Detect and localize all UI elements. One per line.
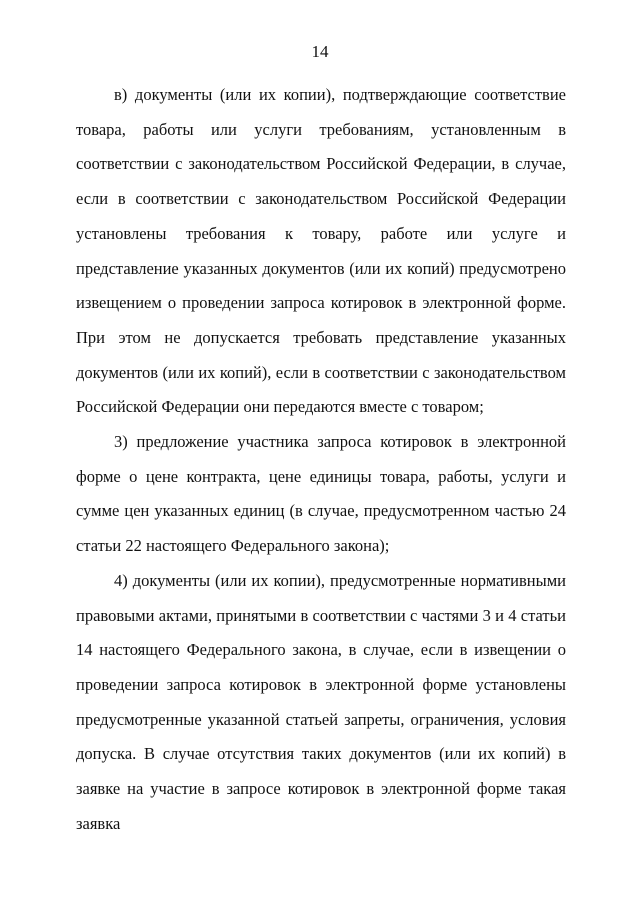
paragraph-item-3: 3) предложение участника запроса котировок в электронной форме о цене контракта, цене единицы товара, работы, услуги и сумме цен указанных единиц (в случае, предусмотренном частью 24 статьи 22 настоящего Федерального закона); bbox=[76, 432, 566, 556]
paragraph-item-4: 4) документы (или их копии), предусмотренные нормативными правовыми актами, принятыми в соответствии с частями 3 и 4 статьи 14 настоящего Федерального закона, в случае, если в извещении о проведении запроса котировок в электронной форме установлены предусмотренные указанной статьей запреты, ограничения, условия допуска. В случае отсутствия таких документов (или их копий) в заявке на участие в запросе котировок в электронной форме такая заявка bbox=[76, 570, 566, 833]
document-body bbox=[76, 78, 566, 841]
page-number: 14 bbox=[311, 42, 329, 61]
paragraph-item-v: в) документы (или их копии), подтверждающие соответствие товара, работы или услуги требованиям, установленным в соответствии с законодательством Российской Федерации, в случае, если в соответствии с законодательством Российской Федерации установлены требования к товару, работе или услуге и представление указанных документов (или их копий) предусмотрено извещением о проведении запроса котировок в электронной форме. При этом не допускается требовать представление указанных документов (или их копий), если в соответствии с законодательством Российской Федерации они передаются вместе с товаром; bbox=[76, 85, 566, 417]
